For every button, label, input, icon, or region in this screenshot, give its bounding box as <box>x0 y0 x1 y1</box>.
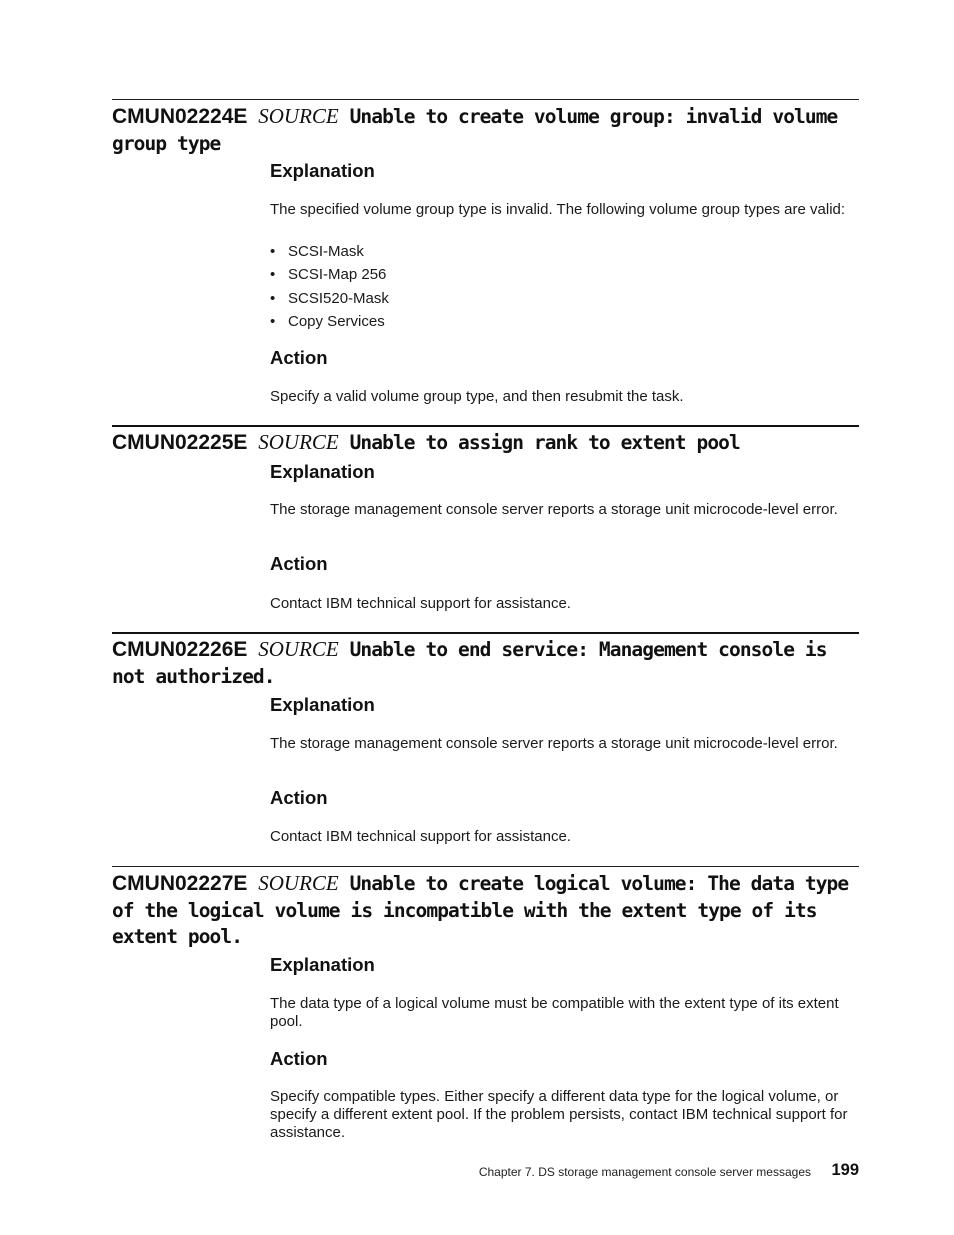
message-heading <box>112 870 859 951</box>
message-title: Unable to create logical volume: The data type of the logical volume is incompatible with the extent type of its extent pool. <box>112 872 849 949</box>
message-title: Unable to assign rank to extent pool <box>349 431 740 454</box>
message-heading <box>112 103 859 157</box>
bullet: • <box>270 243 276 260</box>
explanation-heading: Explanation <box>270 160 375 181</box>
action-heading: Action <box>270 347 328 368</box>
message-id: CMUN02226E <box>112 638 248 661</box>
message-source: SOURCE <box>258 430 339 454</box>
action-text: Specify compatible types. Either specify a different data type for the logical volume, or specify a different extent pool. If the problem persists, contact IBM technical support for assistance. <box>270 1088 848 1141</box>
explanation-heading: Explanation <box>270 694 375 715</box>
explanation-text: The storage management console server reports a storage unit microcode-level error. <box>270 501 838 518</box>
action-text: Specify a valid volume group type, and then resubmit the task. <box>270 388 684 405</box>
page-number: 199 <box>831 1161 859 1179</box>
message-heading <box>112 429 859 457</box>
message-source: SOURCE <box>258 871 339 895</box>
message-heading <box>112 636 859 690</box>
list-item: • Copy Services <box>270 312 385 330</box>
action-text: Contact IBM technical support for assistance. <box>270 595 571 612</box>
bullet: • <box>270 312 276 330</box>
message-source: SOURCE <box>258 637 339 661</box>
explanation-text: The storage management console server reports a storage unit microcode-level error. <box>270 735 838 752</box>
message-divider <box>112 425 859 427</box>
bullet: • <box>270 266 276 284</box>
explanation-text: The data type of a logical volume must be compatible with the extent type of its extent pool. <box>270 995 839 1030</box>
action-heading: Action <box>270 1048 328 1069</box>
message-divider <box>112 866 859 867</box>
action-heading: Action <box>270 553 328 574</box>
message-title: Unable to end service: Management console is not authorized. <box>112 638 827 688</box>
message-title: Unable to create volume group: invalid volume group type <box>112 105 838 155</box>
list-item: • SCSI-Mask <box>270 243 364 260</box>
explanation-text: The specified volume group type is invalid. The following volume group types are valid: <box>270 201 846 218</box>
message-id: CMUN02224E <box>112 105 248 128</box>
message-divider <box>112 632 859 634</box>
message-divider <box>112 99 859 100</box>
message-id: CMUN02227E <box>112 872 248 895</box>
page-footer <box>463 1161 859 1185</box>
message-source: SOURCE <box>258 104 339 128</box>
footer-chapter-title: Chapter 7. DS storage management console server messages <box>478 1165 811 1179</box>
action-text: Contact IBM technical support for assistance. <box>270 828 571 845</box>
explanation-heading: Explanation <box>270 954 375 975</box>
list-item: • SCSI-Map 256 <box>270 266 387 284</box>
list-item: • SCSI520-Mask <box>270 289 389 307</box>
message-id: CMUN02225E <box>112 431 248 454</box>
explanation-heading: Explanation <box>270 461 375 482</box>
volume-group-type-list <box>270 243 389 336</box>
bullet: • <box>270 289 276 307</box>
action-heading: Action <box>270 787 328 808</box>
